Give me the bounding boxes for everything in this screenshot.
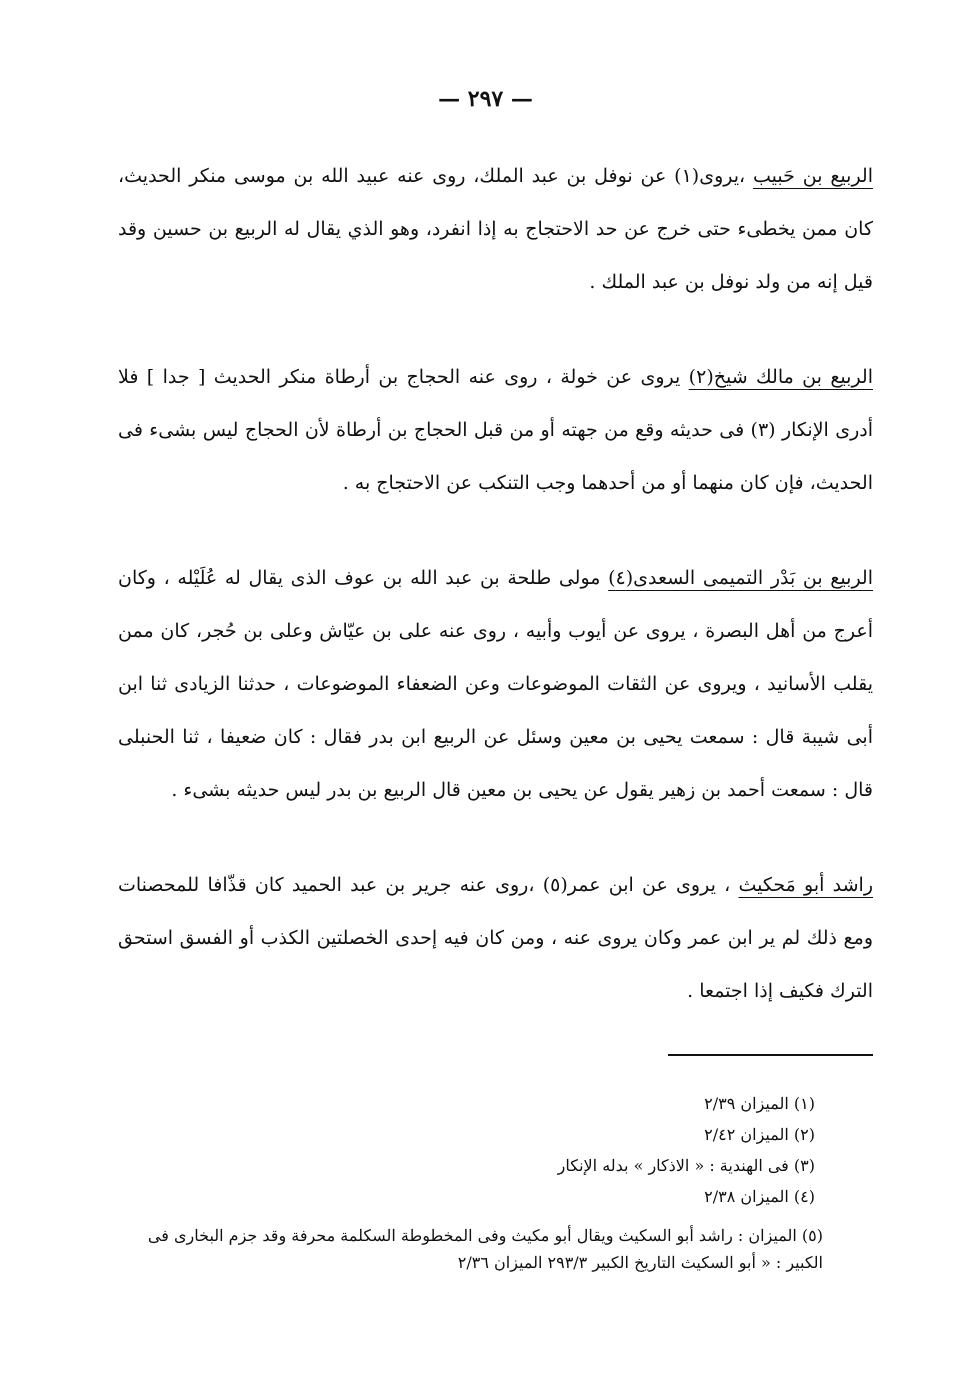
entry-name: الربيع بن بَدْر التميمى السعدى(٤) (608, 567, 873, 589)
entry-text: مولى طلحة بن عبد الله بن عوف الذى يقال له عُلَيْله ، وكان أعرج من أهل البصرة ، يروى عن أيوب وأبيه ، روى عنه على بن عيّاش وعلى بن حُجر، كان ممن يقلب الأسانيد ، ويروى عن الثقات الموضوعات وعن الضعفاء الموضوعات ، حدثنا الزيادى ثنا ابن أبى شيبة قال : سمعت يحيى بن معين وسئل عن الربيع ابن بدر فقال : كان ضعيفا ، ثنا الحنبلى قال : سمعت أحمد بن زهير يقول عن يحيى بن معين قال الربيع بن بدر ليس حديثه بشىء . (118, 567, 873, 801)
entry-name: الربيع بن حَبيب (753, 165, 874, 187)
entry-rabi-ibn-malik (118, 351, 873, 510)
entry-rabi-ibn-badr (118, 552, 873, 817)
footnote-4: (٤) الميزان ٢/٣٨ (704, 1187, 815, 1206)
footnote-2: (٢) الميزان ٢/٤٢ (704, 1125, 815, 1144)
biographical-entries (118, 150, 873, 1060)
entry-text: ، يروى عن ابن عمر(٥) ،روى عنه جرير بن عبد الحميد كان قذّافا للمحصنات ومع ذلك لم ير ابن عمر وكان يروى عنه ، ومن كان فيه إحدى الخصلتين الكذب أو الفسق استحق الترك فكيف إذا اجتمعا . (118, 874, 873, 1002)
footnotes (118, 1088, 823, 1276)
entry-rashid-abu-mukayth (118, 859, 873, 1018)
entry-rabi-ibn-habib (118, 150, 873, 309)
footnote-divider (668, 1054, 873, 1056)
entry-name: راشد أبو مَحكيث (738, 874, 873, 896)
entry-name: الربيع بن مالك شيخ(٢) (688, 366, 874, 388)
page-number: — ٢٩٧ — (438, 86, 533, 112)
footnote-3: (٣) فى الهندية : « الاذكار » بدله الإنكار (557, 1156, 815, 1175)
entry-text: يروى عن خولة ، روى عنه الحجاج بن أرطاة منكر الحديث [ جدا ] فلا أدرى الإنكار (٣) فى حديثه وقع من جهته أو من قبل الحجاج بن أرطاة لأن الحجاج ليس بشىء فى الحديث، فإن كان منهما أو من أحدهما وجب التنكب عن الاحتجاج به . (118, 366, 873, 494)
entry-text: ،يروى(١) عن نوفل بن عبد الملك، روى عنه عبيد الله بن موسى منكر الحديث، كان ممن يخطىء حتى خرج عن حد الاحتجاج به إذا انفرد، وهو الذي يقال له الربيع بن حسين وقد قيل إنه من ولد نوفل بن عبد الملك . (118, 165, 873, 293)
footnote-1: (١) الميزان ٢/٣٩ (704, 1094, 815, 1113)
footnote-5: (٥) الميزان : راشد أبو السكيث ويقال أبو مكيث وفى المخطوطة السكلمة محرفة وقد جزم البخارى فى الكبير : « أبو السكيث التاريخ الكبير ٢٩٣/٣ الميزان ٢/٣٦ (147, 1226, 823, 1272)
